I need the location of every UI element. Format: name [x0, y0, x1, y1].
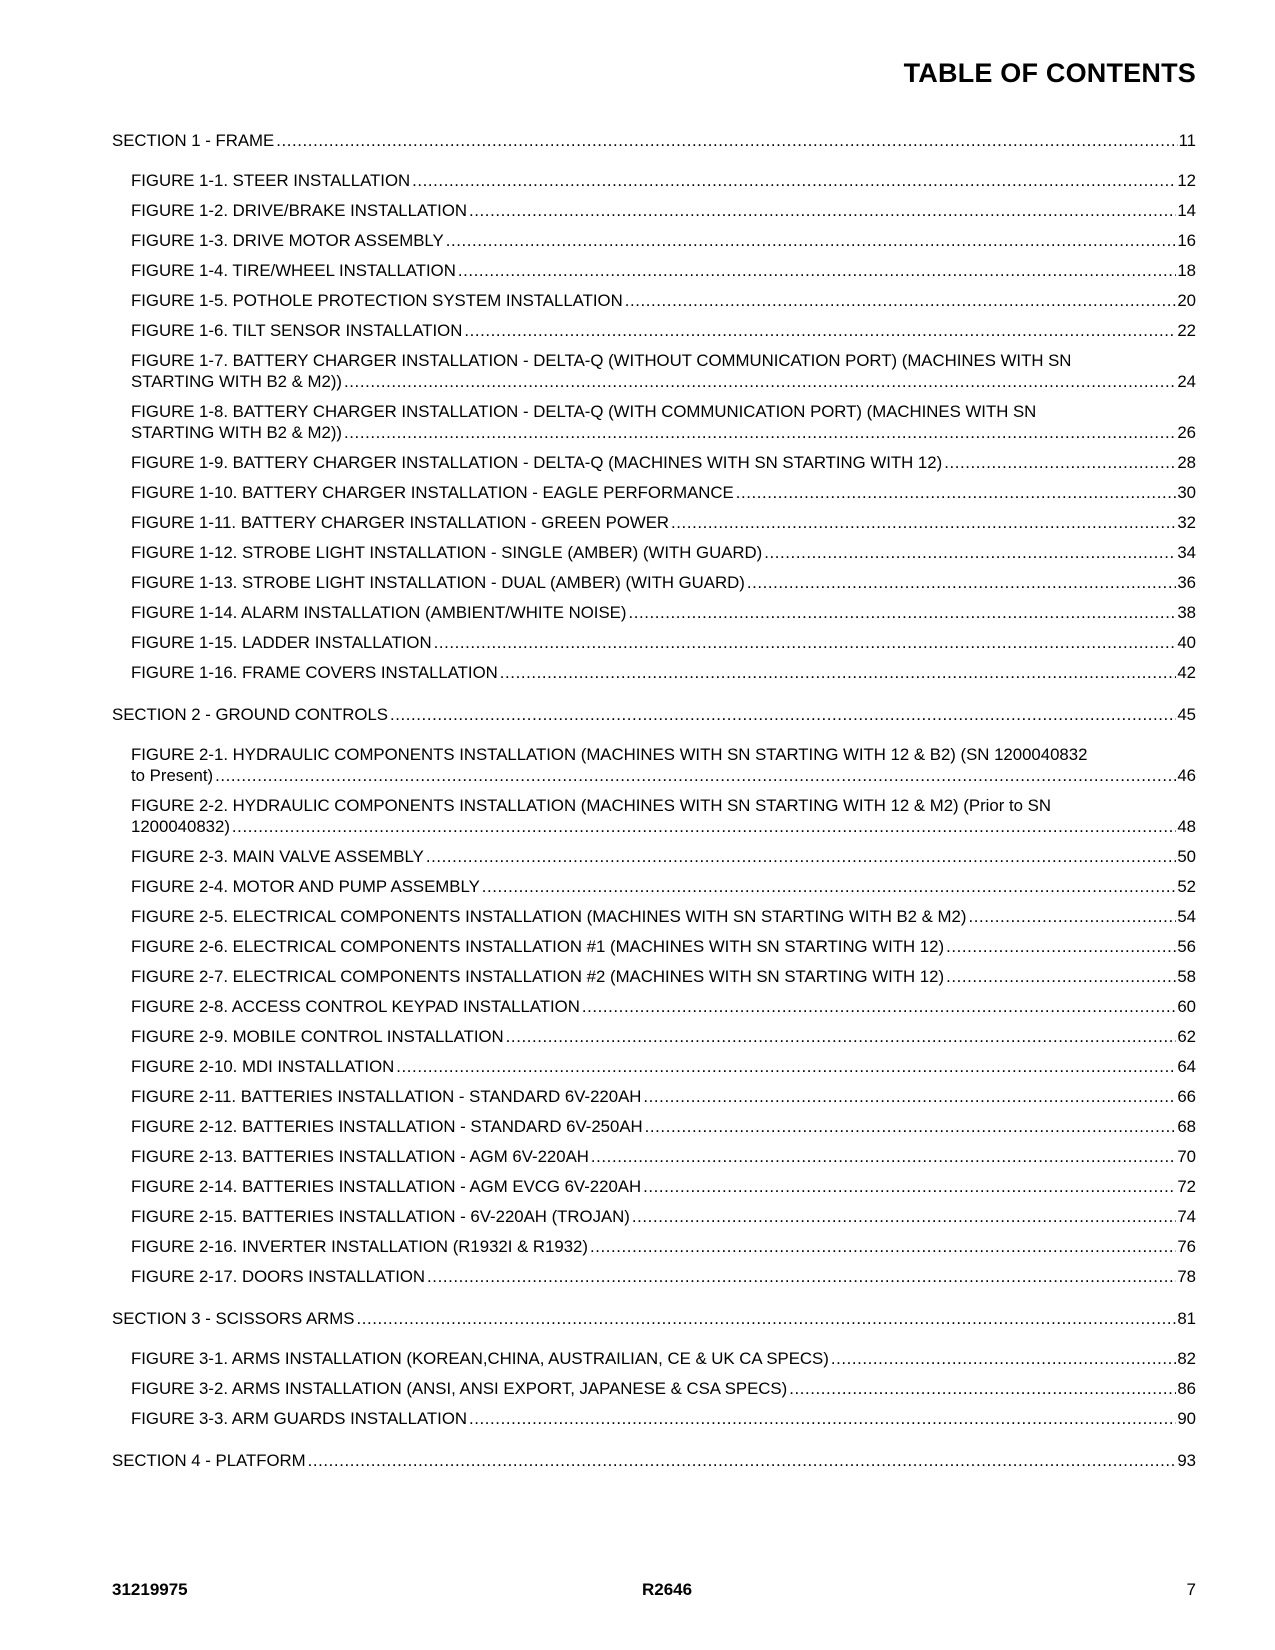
- dot-leader: [968, 906, 1176, 927]
- toc-section-entry[interactable]: [112, 1450, 1196, 1471]
- dot-leader: [427, 1266, 1176, 1287]
- toc-figure-entry[interactable]: [112, 1266, 1196, 1287]
- toc-entry-page: 32: [1177, 513, 1196, 532]
- toc-entry-page: 46: [1177, 766, 1196, 785]
- dot-leader: [671, 512, 1176, 533]
- toc-entry-row: [112, 1308, 1196, 1329]
- toc-entry-title: FIGURE 2-12. BATTERIES INSTALLATION - STANDARD 6V-250AH: [131, 1117, 643, 1136]
- toc-entry-row: [131, 662, 1196, 683]
- dot-leader: [944, 452, 1176, 473]
- toc-entry-page: 62: [1177, 1027, 1196, 1046]
- dot-leader: [591, 1146, 1176, 1167]
- toc-entry-page: 72: [1177, 1177, 1196, 1196]
- dot-leader: [736, 482, 1177, 503]
- toc-entry-row: [131, 482, 1196, 503]
- toc-entry-row: [131, 846, 1196, 867]
- dot-leader: [643, 1086, 1176, 1107]
- toc-entry-page: 24: [1177, 372, 1196, 391]
- toc-entry-title: SECTION 4 - PLATFORM: [112, 1451, 306, 1470]
- toc-entry-row: [131, 422, 1196, 443]
- toc-entry-row: [131, 632, 1196, 653]
- dot-leader: [764, 542, 1176, 563]
- toc-figure-entry[interactable]: [112, 1056, 1196, 1077]
- toc-entry-page: 16: [1177, 231, 1196, 250]
- toc-entry-page: 81: [1177, 1309, 1196, 1328]
- dot-leader: [308, 1450, 1177, 1471]
- toc-entry-title: FIGURE 1-2. DRIVE/BRAKE INSTALLATION: [131, 201, 468, 220]
- dot-leader: [789, 1378, 1176, 1399]
- toc-entry-page: 70: [1177, 1147, 1196, 1166]
- toc-entry-row: [131, 1378, 1196, 1399]
- toc-entry-title: FIGURE 1-16. FRAME COVERS INSTALLATION: [131, 663, 498, 682]
- toc-entry-row: [131, 1116, 1196, 1137]
- footer-revision: R2646: [642, 1580, 693, 1599]
- toc-figure-entry[interactable]: [112, 1378, 1196, 1399]
- toc-entry-title: FIGURE 1-3. DRIVE MOTOR ASSEMBLY: [131, 231, 444, 250]
- toc-entry-page: 18: [1177, 261, 1196, 280]
- toc-entry-row: [131, 936, 1196, 957]
- toc-entry-page: 40: [1177, 633, 1196, 652]
- toc-figure-entry[interactable]: [112, 290, 1196, 311]
- toc-entry-title: FIGURE 3-2. ARMS INSTALLATION (ANSI, ANSI EXPORT, JAPANESE & CSA SPECS): [131, 1379, 788, 1398]
- toc-entry-title: FIGURE 1-9. BATTERY CHARGER INSTALLATION - DELTA-Q (MACHINES WITH SN STARTING WITH 12): [131, 453, 943, 472]
- toc-figure-entry[interactable]: [112, 632, 1196, 653]
- toc-entry-title-line: FIGURE 1-7. BATTERY CHARGER INSTALLATION - DELTA-Q (WITHOUT COMMUNICATION PORT) (MACHINES WITH SN: [131, 351, 1072, 370]
- toc-entry-title: FIGURE 2-13. BATTERIES INSTALLATION - AGM 6V-220AH: [131, 1147, 589, 1166]
- toc-entry-title: FIGURE 1-13. STROBE LIGHT INSTALLATION - DUAL (AMBER) (WITH GUARD): [131, 573, 745, 592]
- toc-entry-row: [131, 1056, 1196, 1077]
- dot-leader: [946, 936, 1176, 957]
- toc-entry-page: 64: [1177, 1057, 1196, 1076]
- dot-leader: [458, 260, 1177, 281]
- toc-entry-title: FIGURE 1-4. TIRE/WHEEL INSTALLATION: [131, 261, 456, 280]
- toc-entry-title: SECTION 3 - SCISSORS ARMS: [112, 1309, 355, 1328]
- toc-entry-row: [131, 260, 1196, 281]
- toc-entry-title-line: FIGURE 2-2. HYDRAULIC COMPONENTS INSTALLATION (MACHINES WITH SN STARTING WITH 12 & M2) (Prior to SN: [131, 796, 1051, 815]
- toc-figure-entry[interactable]: [112, 401, 1196, 443]
- dot-leader: [344, 422, 1176, 443]
- dot-leader: [232, 816, 1176, 837]
- toc-entry-row: [131, 1266, 1196, 1287]
- toc-figure-entry[interactable]: [112, 936, 1196, 957]
- toc-entry-row: [131, 1206, 1196, 1227]
- toc-entry-title: FIGURE 1-12. STROBE LIGHT INSTALLATION - SINGLE (AMBER) (WITH GUARD): [131, 543, 763, 562]
- dot-leader: [469, 200, 1176, 221]
- toc-entry-title: FIGURE 2-5. ELECTRICAL COMPONENTS INSTALLATION (MACHINES WITH SN STARTING WITH B2 & M2): [131, 907, 967, 926]
- toc-figure-entry[interactable]: [112, 795, 1196, 837]
- dot-leader: [434, 632, 1177, 653]
- toc-figure-entry[interactable]: [112, 662, 1196, 683]
- toc-entry-title: FIGURE 1-1. STEER INSTALLATION: [131, 171, 411, 190]
- toc-entry-page: 42: [1177, 663, 1196, 682]
- toc-entry-row: [131, 966, 1196, 987]
- toc-entry-title: FIGURE 1-15. LADDER INSTALLATION: [131, 633, 432, 652]
- toc-entry-row: [131, 876, 1196, 897]
- dot-leader: [446, 230, 1177, 251]
- toc-entry-page: 30: [1177, 483, 1196, 502]
- toc-entry-title: FIGURE 2-15. BATTERIES INSTALLATION - 6V-220AH (TROJAN): [131, 1207, 630, 1226]
- toc-entry-row: [131, 170, 1196, 191]
- toc-entry-page: 90: [1177, 1409, 1196, 1428]
- toc-entry-page: 93: [1177, 1451, 1196, 1470]
- dot-leader: [582, 996, 1176, 1017]
- toc-figure-entry[interactable]: [112, 602, 1196, 623]
- toc-entry-title: STARTING WITH B2 & M2)): [131, 372, 343, 391]
- toc-entry-page: 60: [1177, 997, 1196, 1016]
- toc-entry-title: SECTION 1 - FRAME: [112, 131, 275, 150]
- toc-entry-page: 74: [1177, 1207, 1196, 1226]
- dot-leader: [464, 320, 1176, 341]
- toc-figure-entry[interactable]: [112, 512, 1196, 533]
- toc-entry-page: 52: [1177, 877, 1196, 896]
- toc-entry-title-line: FIGURE 2-1. HYDRAULIC COMPONENTS INSTALLATION (MACHINES WITH SN STARTING WITH 12 & B2) (SN 1200040832: [131, 745, 1088, 764]
- toc-section-entry[interactable]: [112, 704, 1196, 725]
- toc-entry-page: 14: [1177, 201, 1196, 220]
- toc-figure-entry[interactable]: [112, 906, 1196, 927]
- toc-figure-entry[interactable]: [112, 452, 1196, 473]
- toc-entry-row: [131, 1086, 1196, 1107]
- toc-entry-title-line: FIGURE 1-8. BATTERY CHARGER INSTALLATION - DELTA-Q (WITH COMMUNICATION PORT) (MACHINES WITH SN: [131, 402, 1037, 421]
- dot-leader: [426, 846, 1177, 867]
- toc-entry-title: FIGURE 2-16. INVERTER INSTALLATION (R1932I & R1932): [131, 1237, 588, 1256]
- footer-doc-number: 31219975: [112, 1580, 188, 1599]
- dot-leader: [628, 602, 1176, 623]
- toc-entry-page: 48: [1177, 817, 1196, 836]
- toc-entry-row: [112, 130, 1196, 151]
- toc-entry-page: 66: [1177, 1087, 1196, 1106]
- dot-leader: [469, 1408, 1176, 1429]
- toc-entry-row: [131, 230, 1196, 251]
- toc-entry-page: 38: [1177, 603, 1196, 622]
- toc-entry-row: [112, 704, 1196, 725]
- dot-leader: [412, 170, 1176, 191]
- toc-entry-page: 45: [1177, 705, 1196, 724]
- toc-figure-entry[interactable]: [112, 1146, 1196, 1167]
- dot-leader: [215, 765, 1176, 786]
- toc-entry-page: 78: [1177, 1267, 1196, 1286]
- toc-entry-title: FIGURE 1-11. BATTERY CHARGER INSTALLATION - GREEN POWER: [131, 513, 670, 532]
- toc-entry-row: [131, 200, 1196, 221]
- toc-entry-page: 56: [1177, 937, 1196, 956]
- toc-entry-title: FIGURE 2-9. MOBILE CONTROL INSTALLATION: [131, 1027, 504, 1046]
- toc-entry-page: 22: [1177, 321, 1196, 340]
- toc-entry-page: 26: [1177, 423, 1196, 442]
- toc-entry-page: 11: [1178, 131, 1196, 150]
- table-of-contents: [112, 130, 1196, 1471]
- toc-entry-title: SECTION 2 - GROUND CONTROLS: [112, 705, 388, 724]
- toc-entry-title: FIGURE 2-3. MAIN VALVE ASSEMBLY: [131, 847, 424, 866]
- toc-entry-page: 34: [1177, 543, 1196, 562]
- toc-entry-title: FIGURE 2-11. BATTERIES INSTALLATION - STANDARD 6V-220AH: [131, 1087, 642, 1106]
- toc-entry-title: FIGURE 2-6. ELECTRICAL COMPONENTS INSTALLATION #1 (MACHINES WITH SN STARTING WITH 12): [131, 937, 945, 956]
- dot-leader: [506, 1026, 1177, 1047]
- footer-page-number: 7: [1186, 1580, 1196, 1599]
- toc-entry-row: [112, 1450, 1196, 1471]
- dot-leader: [625, 290, 1177, 311]
- toc-entry-row: [131, 371, 1196, 392]
- toc-entry-title: FIGURE 3-3. ARM GUARDS INSTALLATION: [131, 1409, 467, 1428]
- dot-leader: [643, 1176, 1176, 1197]
- toc-figure-entry[interactable]: [112, 996, 1196, 1017]
- toc-figure-entry[interactable]: [112, 876, 1196, 897]
- toc-figure-entry[interactable]: [112, 170, 1196, 191]
- toc-section-entry[interactable]: [112, 1308, 1196, 1329]
- toc-entry-row: [131, 1408, 1196, 1429]
- toc-figure-entry[interactable]: [112, 572, 1196, 593]
- dot-leader: [396, 1056, 1176, 1077]
- toc-section-entry[interactable]: [112, 130, 1196, 151]
- toc-entry-title: FIGURE 2-14. BATTERIES INSTALLATION - AGM EVCG 6V-220AH: [131, 1177, 642, 1196]
- toc-entry-page: 20: [1177, 291, 1196, 310]
- toc-figure-entry[interactable]: [112, 350, 1196, 392]
- toc-figure-entry[interactable]: [112, 1086, 1196, 1107]
- toc-entry-page: 76: [1177, 1237, 1196, 1256]
- toc-entry-row: [131, 996, 1196, 1017]
- toc-entry-row: [131, 512, 1196, 533]
- toc-entry-page: 68: [1177, 1117, 1196, 1136]
- toc-figure-entry[interactable]: [112, 260, 1196, 281]
- toc-entry-row: [131, 1236, 1196, 1257]
- toc-entry-title: FIGURE 2-4. MOTOR AND PUMP ASSEMBLY: [131, 877, 480, 896]
- toc-entry-title: to Present): [131, 766, 214, 785]
- dot-leader: [831, 1348, 1177, 1369]
- toc-entry-row: [131, 452, 1196, 473]
- toc-figure-entry[interactable]: [112, 1116, 1196, 1137]
- toc-entry-row: [131, 572, 1196, 593]
- toc-entry-row: [131, 602, 1196, 623]
- toc-entry-title: FIGURE 1-5. POTHOLE PROTECTION SYSTEM INSTALLATION: [131, 291, 623, 310]
- toc-figure-entry[interactable]: [112, 200, 1196, 221]
- toc-figure-entry[interactable]: [112, 1206, 1196, 1227]
- dot-leader: [500, 662, 1177, 683]
- toc-entry-row: [131, 290, 1196, 311]
- dot-leader: [590, 1236, 1176, 1257]
- toc-entry-page: 82: [1177, 1349, 1196, 1368]
- page-footer: [112, 1580, 1196, 1602]
- toc-entry-title: FIGURE 1-10. BATTERY CHARGER INSTALLATION - EAGLE PERFORMANCE: [131, 483, 734, 502]
- dot-leader: [632, 1206, 1176, 1227]
- toc-entry-page: 36: [1177, 573, 1196, 592]
- toc-entry-page: 50: [1177, 847, 1196, 866]
- toc-entry-row: [131, 816, 1196, 837]
- toc-entry-row: [131, 542, 1196, 563]
- toc-entry-page: 86: [1177, 1379, 1196, 1398]
- toc-figure-entry[interactable]: [112, 1348, 1196, 1369]
- toc-figure-entry[interactable]: [112, 482, 1196, 503]
- toc-entry-row: [131, 1146, 1196, 1167]
- toc-entry-title: FIGURE 2-8. ACCESS CONTROL KEYPAD INSTALLATION: [131, 997, 580, 1016]
- toc-entry-row: [131, 1176, 1196, 1197]
- toc-entry-page: 58: [1177, 967, 1196, 986]
- page-title: TABLE OF CONTENTS: [903, 58, 1196, 88]
- toc-entry-page: 28: [1177, 453, 1196, 472]
- toc-entry-row: [131, 906, 1196, 927]
- toc-figure-entry[interactable]: [112, 846, 1196, 867]
- toc-entry-title: FIGURE 3-1. ARMS INSTALLATION (KOREAN,CHINA, AUSTRAILIAN, CE & UK CA SPECS): [131, 1349, 829, 1368]
- dot-leader: [390, 704, 1176, 725]
- toc-figure-entry[interactable]: [112, 744, 1196, 786]
- toc-figure-entry[interactable]: [112, 1408, 1196, 1429]
- toc-entry-page: 54: [1177, 907, 1196, 926]
- dot-leader: [356, 1308, 1176, 1329]
- toc-figure-entry[interactable]: [112, 542, 1196, 563]
- dot-leader: [747, 572, 1177, 593]
- toc-figure-entry[interactable]: [112, 1176, 1196, 1197]
- toc-entry-row: [131, 765, 1196, 786]
- toc-entry-title: FIGURE 2-7. ELECTRICAL COMPONENTS INSTALLATION #2 (MACHINES WITH SN STARTING WITH 12): [131, 967, 945, 986]
- toc-entry-row: [131, 320, 1196, 341]
- toc-figure-entry[interactable]: [112, 320, 1196, 341]
- toc-entry-title: FIGURE 1-6. TILT SENSOR INSTALLATION: [131, 321, 463, 340]
- toc-figure-entry[interactable]: [112, 230, 1196, 251]
- toc-entry-title: STARTING WITH B2 & M2)): [131, 423, 343, 442]
- toc-entry-title: FIGURE 1-14. ALARM INSTALLATION (AMBIENT/WHITE NOISE): [131, 603, 627, 622]
- dot-leader: [645, 1116, 1177, 1137]
- dot-leader: [276, 130, 1177, 151]
- toc-figure-entry[interactable]: [112, 1026, 1196, 1047]
- toc-entry-title: FIGURE 2-10. MDI INSTALLATION: [131, 1057, 395, 1076]
- toc-figure-entry[interactable]: [112, 966, 1196, 987]
- dot-leader: [946, 966, 1176, 987]
- dot-leader: [482, 876, 1177, 897]
- toc-entry-title: FIGURE 2-17. DOORS INSTALLATION: [131, 1267, 426, 1286]
- toc-entry-page: 12: [1177, 171, 1196, 190]
- toc-figure-entry[interactable]: [112, 1236, 1196, 1257]
- toc-entry-title: 1200040832): [131, 817, 230, 836]
- dot-leader: [344, 371, 1176, 392]
- toc-entry-row: [131, 1026, 1196, 1047]
- toc-entry-row: [131, 1348, 1196, 1369]
